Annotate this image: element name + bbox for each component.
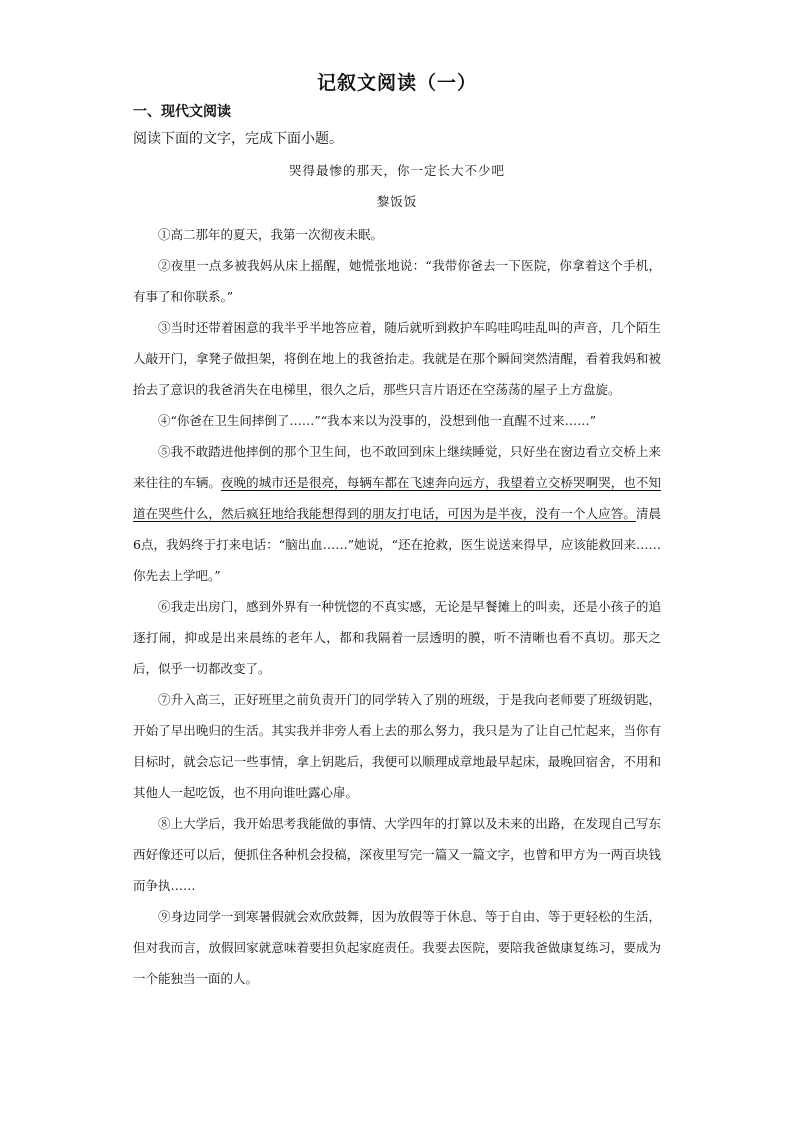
- paragraph-7: ⑦升入高三，正好班里之前负责开门的同学转入了别的班级，于是我向老师要了班级钥匙，开始了早出晚归的生活。其实我并非旁人看上去的那么努力，我只是为了让自己忙起来，当你有目标时，就会忘记一些事情，拿上钥匙后，我便可以顺理成章地最早起床，最晚回宿舍，不用和其他人一起吃饭，也不用向谁吐露心扉。: [133, 692, 661, 800]
- paragraph-6: ⑥我走出房门，感到外界有一种恍惚的不真实感，无论是早餐摊上的叫卖，还是小孩子的追逐打闹，抑或是出来晨练的老年人，都和我隔着一层透明的膜，听不清晰也看不真切。那天之后，似乎一切都改变了。: [133, 599, 661, 676]
- paragraph-3: ③当时还带着困意的我半乎半地答应着，随后就听到救护车呜哇呜哇乱叫的声音，几个陌生人敲开门，拿凳子做担架，将倒在地上的我爸抬走。我就是在那个瞬间突然清醒，看着我妈和被抬去了意识的我爸消失在电梯里，很久之后，那些只言片语还在空荡荡的屋子上方盘旋。: [133, 320, 661, 397]
- essay-title: 哭得最惨的那天，你一定长大不少吧: [288, 163, 505, 178]
- paragraph-1: ①高二那年的夏天，我第一次彻夜未眠。: [158, 227, 384, 242]
- paragraph-5: [133, 436, 661, 591]
- essay-author: 黎饭饭: [376, 194, 418, 209]
- paragraph-9: ⑨身边同学一到寒暑假就会欢欣鼓舞，因为放假等于休息、等于自由、等于更轻松的生活，但对我而言，放假回家就意味着要担负起家庭责任。我要去医院，要陪我爸做康复练习，要成为一个能独当一面的人。: [133, 909, 661, 986]
- document-title: 记叙文阅读（一）: [316, 72, 477, 94]
- underlined-sentence: 夜晚的城市还是很亮，每辆车都在飞速奔向远方，我望着立交桥哭啊哭，也不知道在哭些什么，然后疯狂地给我能想得到的朋友打电话，可因为是半夜，没有一个人应答。: [133, 475, 661, 521]
- section-heading: 一、现代文阅读: [133, 104, 231, 120]
- paragraph-8: ⑧上大学后，我开始思考我能做的事情、大学四年的打算以及未来的出路，在发现自己写东西好像还可以后，便抓住各种机会投稿，深夜里写完一篇又一篇文字，也曾和甲方为一两百块钱而争执……: [133, 816, 661, 893]
- paragraph-5-start: ⑤我不敢踏进他摔倒的那个卫生间，也不敢回到床上继续睡觉，只好坐在窗边看立交桥上来来往往的车辆。: [133, 444, 661, 490]
- essay-body: [133, 219, 661, 994]
- reading-instruction: 阅读下面的文字，完成下面小题。: [133, 131, 343, 147]
- paragraph-4: ④“你爸在卫生间摔倒了……”“我本来以为没事的，没想到他一直醒不过来……”: [158, 413, 597, 428]
- paragraph-5-end: 清晨6点，我妈终于打来电话：“脑出血……”她说，“还在抢救，医生说送来得早，应该能救回来……你先去上学吧。”: [133, 506, 661, 583]
- paragraph-2: ②夜里一点多被我妈从床上摇醒，她慌张地说：“我带你爸去一下医院，你拿着这个手机，有事了和你联系。”: [133, 258, 661, 304]
